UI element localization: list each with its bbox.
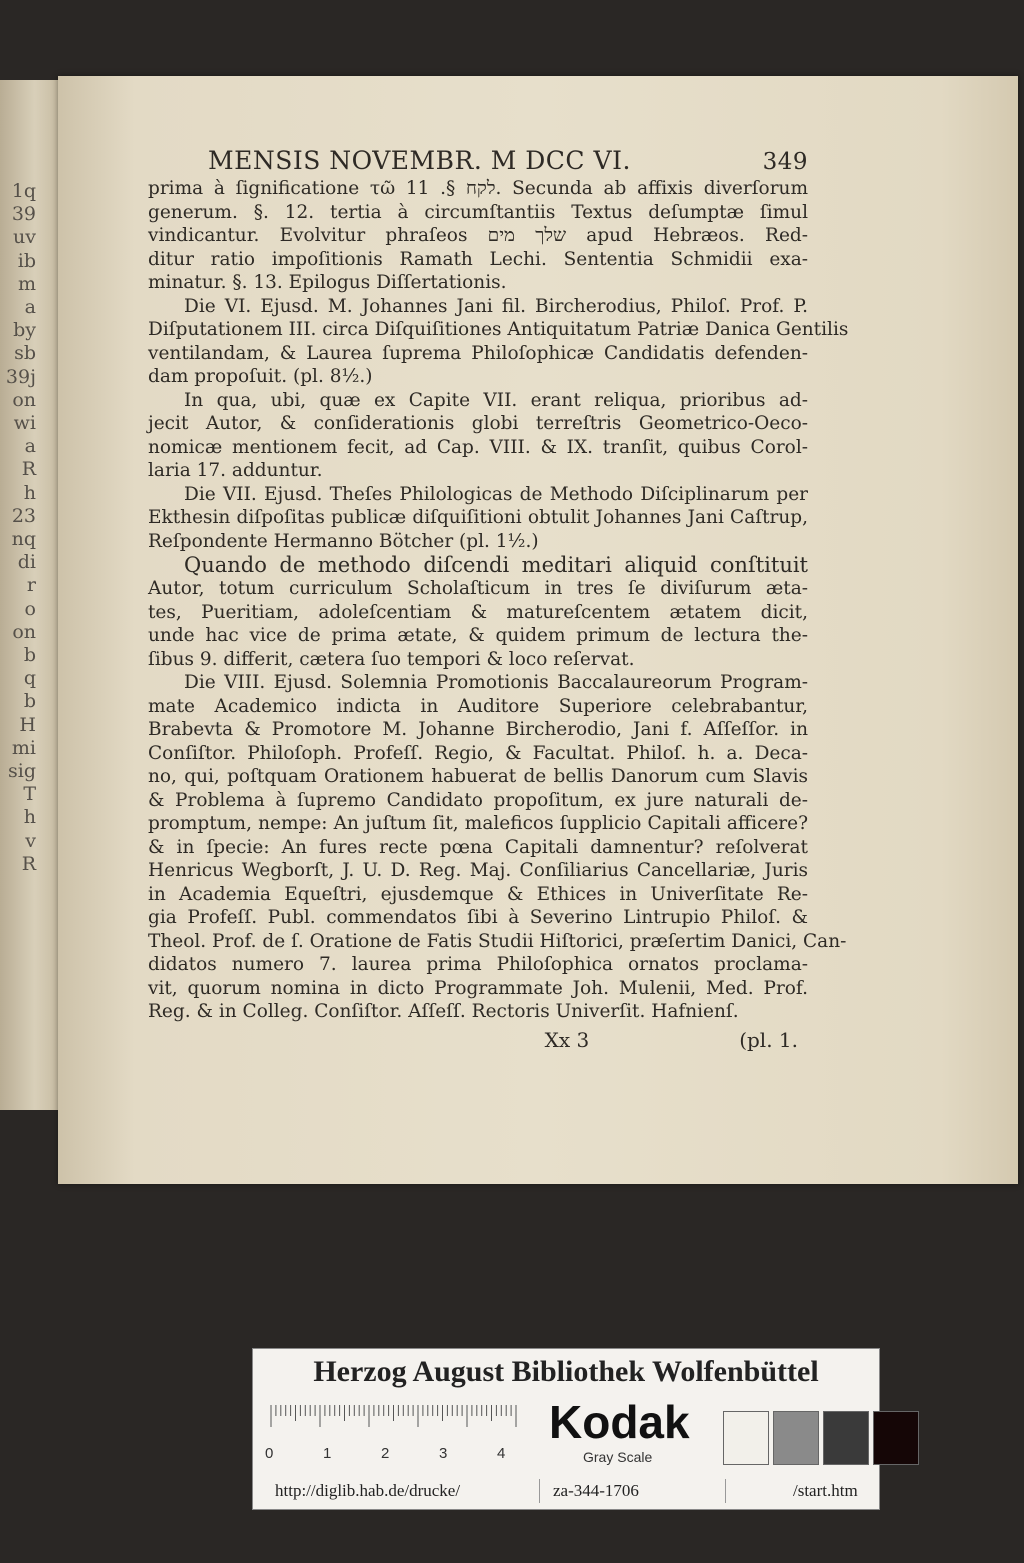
url-left: http://diglib.hab.de/drucke/ xyxy=(275,1481,461,1500)
text-line: didatos numero 7. laurea prima Philoſophica ornatos proclama- xyxy=(148,954,808,975)
ruler-number: 0 xyxy=(265,1445,274,1462)
ruler-number: 3 xyxy=(439,1445,448,1462)
body-text xyxy=(148,177,849,1024)
text-line: jecit Autor, & conſiderationis globi terreſtris Geometrico-Oeco- xyxy=(148,413,808,434)
text-line: ditur ratio impoſitionis Ramath Lechi. Sententia Schmidii exa- xyxy=(148,248,808,270)
margin-fragment: nq xyxy=(11,528,36,550)
text-line: tes, Pueritiam, adoleſcentiam & matureſcentem ætatem dicit, xyxy=(148,601,808,623)
margin-fragment: v xyxy=(25,829,36,852)
text-line: unde hac vice de prima ætate, & quidem primum de lectura the- xyxy=(148,625,808,646)
margin-fragment: uv xyxy=(13,226,36,249)
kodak-logo: Kodak xyxy=(549,1396,690,1448)
margin-fragment: 23 xyxy=(11,504,36,527)
text-line: Die VI. Ejusd. M. Johannes Jani fil. Bircherodius, Philoſ. Prof. P. xyxy=(184,295,808,317)
text-line: laria 17. adduntur. xyxy=(148,460,323,481)
ruler-scale xyxy=(269,1405,519,1427)
shelfmark: za-344-1706 xyxy=(553,1481,639,1500)
margin-fragment: on xyxy=(12,388,36,411)
text-line: Die VII. Ejusd. Theſes Philologicas de Methodo Diſciplinarum per xyxy=(184,483,808,505)
text-line: & Problema à ſupremo Candidato propoſitum, ex jure naturali de- xyxy=(148,789,808,811)
text-line: vindicantur. Evolvitur phraſeos שלך מים apud Hebræos. Red- xyxy=(148,225,808,246)
margin-fragment: 39 xyxy=(11,203,36,226)
text-line: Conſiſtor. Philoſoph. Profeſſ. Regio, & Facultat. Philoſ. h. a. Deca- xyxy=(148,742,808,764)
text-line: Reg. & in Colleg. Conſiſtor. Aſſeſſ. Rectoris Univerſit. Hafnienſ. xyxy=(148,1001,739,1022)
margin-fragment: r xyxy=(26,574,36,597)
text-line: Theol. Prof. de ſ. Oratione de Fatis Studii Hiſtorici, præſertim Danici, Can- xyxy=(148,930,847,952)
page-text xyxy=(148,146,849,1052)
url-right: /start.htm xyxy=(793,1481,858,1500)
book-page xyxy=(58,76,1018,1184)
text-line: ſibus 9. differit, cætera ſuo tempori & loco reſervat. xyxy=(148,648,635,670)
margin-fragment: H xyxy=(19,713,36,736)
catchword: (pl. 1. xyxy=(739,1027,798,1052)
text-line: ventilandam, & Laurea ſuprema Philoſophicæ Candidatis defenden- xyxy=(148,342,808,364)
card-footer xyxy=(253,1479,879,1505)
ruler-number: 4 xyxy=(497,1445,506,1462)
margin-fragment: sig xyxy=(8,760,36,782)
margin-fragment: by xyxy=(13,319,36,342)
gray-scale-label: Gray Scale xyxy=(583,1449,653,1465)
margin-fragment: sb xyxy=(14,342,36,365)
page-number: 349 xyxy=(762,149,808,175)
text-line: Quando de methodo diſcendi meditari aliquid conſtituit xyxy=(184,553,808,577)
margin-fragment: b xyxy=(23,690,36,713)
margin-fragment: R xyxy=(21,852,36,875)
text-line: nomicæ mentionem fecit, ad Cap. VIII. & IX. tranſit, quibus Corol- xyxy=(148,436,808,458)
text-line: no, qui, poſtquam Orationem habuerat de bellis Danorum cum Slavis xyxy=(148,766,808,787)
text-line: & in ſpecie: An fures recte pœna Capitali damnentur? reſolverat xyxy=(148,836,808,858)
text-line: Ekthesin diſpoſitas publicæ diſquiſitioni obtulit Johannes Jani Caſtrup, xyxy=(148,507,808,528)
margin-fragment: 1q xyxy=(11,180,36,202)
margin-fragment: di xyxy=(17,551,36,574)
margin-fragment: wi xyxy=(13,412,36,434)
running-title: MENSIS NOVEMBR. M DCC VI. xyxy=(208,146,631,175)
color-target-card xyxy=(252,1348,880,1510)
gray-swatch xyxy=(873,1411,919,1465)
text-line: dam propoſuit. (pl. 8½.) xyxy=(148,366,373,387)
gray-swatch xyxy=(773,1411,819,1465)
margin-fragment: q xyxy=(23,667,36,690)
margin-fragment: T xyxy=(23,783,36,806)
margin-fragment: b xyxy=(23,644,36,666)
text-line: gia Profeſſ. Publ. commendatos ſibi à Severino Lintrupio Philoſ. & xyxy=(148,907,808,928)
text-line: Henricus Wegborſt, J. U. D. Reg. Maj. Conſiliarius Cancellariæ, Juris xyxy=(148,860,808,881)
signature-mark: Xx 3 xyxy=(544,1027,590,1052)
margin-fragment: m xyxy=(17,272,36,295)
text-line: generum. §. 12. tertia à circumſtantiis Textus deſumptæ ſimul xyxy=(148,201,808,223)
margin-fragment: ib xyxy=(17,249,36,272)
text-line: minatur. §. 13. Epilogus Diſſertationis. xyxy=(148,272,507,293)
text-line: vit, quorum nomina in dicto Programmate Joh. Mulenii, Med. Prof. xyxy=(148,977,808,999)
margin-fragment: a xyxy=(24,296,36,318)
text-line: Brabevta & Promotore M. Johanne Bircherodio, Jani f. Aſſeſſor. in xyxy=(148,719,808,740)
ruler-number: 2 xyxy=(381,1445,390,1462)
text-line: prima à ſignificatione τῶ לקח §. 11. Secunda ab affixis diverſorum xyxy=(148,178,808,199)
text-line: In qua, ubi, quæ ex Capite VII. erant reliqua, prioribus ad- xyxy=(184,389,808,411)
margin-fragment: on xyxy=(12,620,36,643)
text-line: Die VIII. Ejusd. Solemnia Promotionis Baccalaureorum Program- xyxy=(184,672,808,693)
text-line: Autor, totum curriculum Scholaſticum in tres ſe diviſurum æta- xyxy=(148,578,808,599)
text-line: in Academia Equeſtri, ejusdemque & Ethices in Univerſitate Re- xyxy=(148,883,808,905)
margin-fragment: R xyxy=(21,458,36,481)
gray-swatch xyxy=(723,1411,769,1465)
text-line: Diſputationem III. circa Diſquiſitiones Antiquitatum Patriæ Danica Gentilis xyxy=(148,319,849,340)
margin-fragment: o xyxy=(24,597,36,620)
margin-fragment: mi xyxy=(11,736,36,759)
library-name: Herzog August Bibliothek Wolfenbüttel xyxy=(313,1355,819,1388)
gray-swatch xyxy=(823,1411,869,1465)
facing-page-edge xyxy=(0,80,58,1110)
margin-fragment: 39j xyxy=(5,365,36,388)
margin-fragment: h xyxy=(23,481,36,504)
gray-swatches xyxy=(723,1411,919,1465)
margin-fragment: h xyxy=(23,806,36,829)
text-line: mate Academico indicta in Auditore Superiore celebrabantur, xyxy=(148,695,808,717)
text-line: Reſpondente Hermanno Bötcher (pl. 1½.) xyxy=(148,530,539,552)
ruler-number: 1 xyxy=(323,1445,332,1462)
page-footer xyxy=(148,1028,808,1052)
running-header xyxy=(208,146,808,175)
margin-fragment: a xyxy=(24,435,36,458)
text-line: promptum, nempe: An juſtum ſit, maleficos ſupplicio Capitali afficere? xyxy=(148,813,808,834)
